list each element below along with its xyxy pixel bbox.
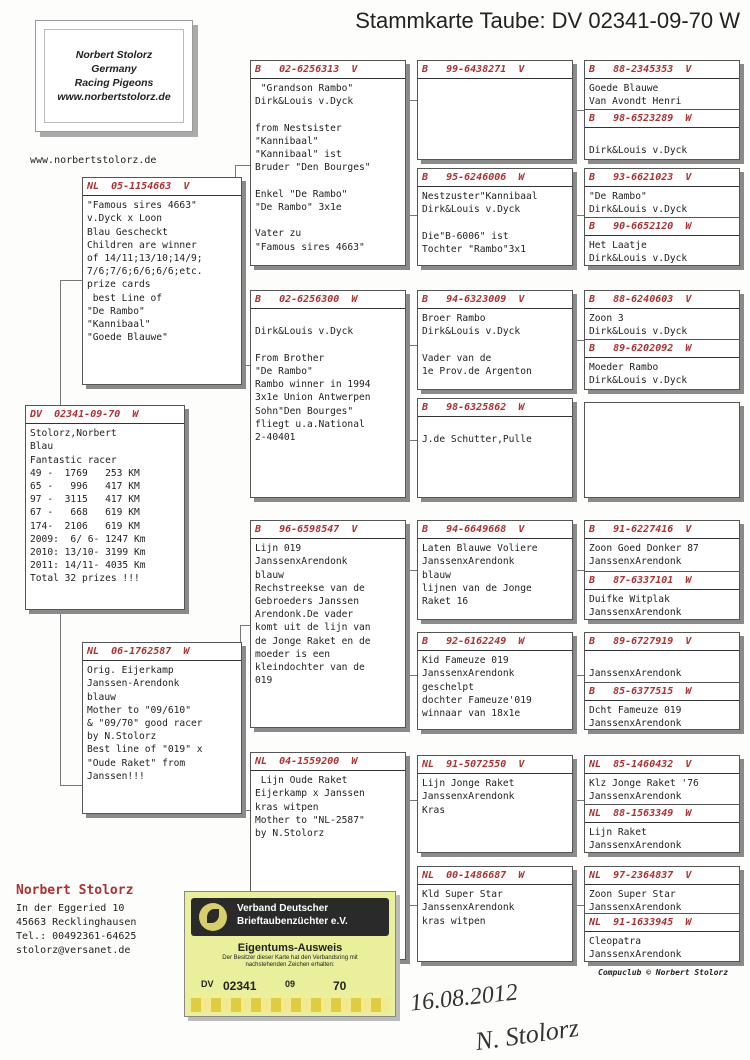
card-text: Dirk&Louis v.Dyck bbox=[589, 145, 688, 157]
card-text: Moeder Rambo Dirk&Louis v.Dyck bbox=[589, 362, 688, 387]
card-text: JanssenxArendonk bbox=[589, 668, 682, 680]
contact-block bbox=[16, 884, 136, 958]
connector-line bbox=[572, 570, 584, 571]
pedigree-card-gen4-pair bbox=[584, 866, 740, 962]
card-text: "De Rambo" Dirk&Louis v.Dyck bbox=[589, 191, 688, 216]
card-text: Lijn Oude Raket Eijerkamp x Janssen kras witpen Mother to "NL-2587" by N.Stolorz bbox=[255, 775, 365, 840]
signature: N. Stolorz bbox=[473, 1012, 581, 1057]
card-text: Laten Blauwe Voliere JanssenxArendonk blauw lijnen van de Jonge Raket 16 bbox=[422, 543, 538, 608]
pedigree-card-dam-sire bbox=[250, 520, 406, 728]
pedigree-card-empty bbox=[584, 402, 740, 498]
connector-line bbox=[572, 110, 584, 111]
connector-line bbox=[60, 610, 61, 785]
card-text: Lijn Raket JanssenxArendonk bbox=[589, 827, 682, 852]
ring-number: DV 02341-09-70 W bbox=[26, 408, 184, 424]
badge-header bbox=[191, 898, 389, 936]
pedigree-card-gen4-pair bbox=[584, 290, 740, 390]
connector-line bbox=[572, 340, 584, 341]
card-text: Orig. Eijerkamp Janssen-Arendonk blauw Mother to "09/610" & "09/70" good racer by N.Stolorz Best line of "019" x "Oude Raket" from Janssen!!! bbox=[87, 665, 203, 782]
pedigree-card-dam bbox=[82, 642, 242, 814]
org-name-line1: Verband Deutscher bbox=[237, 903, 329, 914]
card-text: "Famous sires 4663" v.Dyck x Loon Blau Gescheckt Children are winner of 14/11;13/10;14/9; 7/6;7/6;6/6;6/6;etc. prize cards best Line of "De Rambo" "Kannibaal" "Goede Blauwe" bbox=[87, 200, 203, 344]
card-text: Dirk&Louis v.Dyck From Brother "De Rambo" Rambo winner in 1994 3x1e Union Antwerpen Sohn"Den Bourges" fliegt u.a.National 2-40401 bbox=[255, 326, 371, 444]
logo-url: www.norbertstolorz.de bbox=[57, 91, 171, 103]
pedigree-card-sire-sire bbox=[250, 60, 406, 266]
card-text: Broer Rambo Dirk&Louis v.Dyck Vader van de 1e Prov.de Argenton bbox=[422, 313, 532, 378]
ring-number: NL 91-5072550 V bbox=[418, 758, 572, 774]
card-text: Cleopatra JanssenxArendonk bbox=[589, 936, 682, 961]
copyright-note: Compuclub © Norbert Stolorz bbox=[598, 968, 729, 977]
badge-title: Eigentums-Ausweis bbox=[237, 942, 343, 954]
ring-number: B 94-6649668 V bbox=[418, 523, 572, 539]
connector-line bbox=[240, 625, 250, 626]
ring-number: B 02-6256300 W bbox=[251, 293, 405, 309]
ring-suffix: 70 bbox=[333, 979, 347, 993]
connector-line bbox=[572, 905, 584, 906]
ring-year: 09 bbox=[285, 979, 296, 989]
ring-serial: 02341 bbox=[223, 979, 257, 993]
pedigree-card-gen3 bbox=[417, 290, 573, 390]
card-text: Lijn 019 JanssenxArendonk blauw Rechstreekse van de Gebroeders Janssen Arendonk.De vader komt uit de lijn van de Jonge Raket en de moeder is een kleindochter van de 019 bbox=[255, 543, 371, 687]
card-text: Klz Jonge Raket '76 JanssenxArendonk bbox=[589, 778, 699, 803]
contact-name: Norbert Stolorz bbox=[16, 883, 134, 898]
connector-line bbox=[405, 800, 417, 801]
card-text: Kld Super Star JanssenxArendonk kras witpen bbox=[422, 889, 515, 927]
connector-line bbox=[60, 280, 61, 410]
ring-number: NL 04-1559200 W bbox=[251, 755, 405, 771]
connector-line bbox=[405, 570, 417, 571]
pedigree-card-main bbox=[25, 405, 185, 610]
pedigree-card-gen3 bbox=[417, 60, 573, 160]
ring-number: NL 97-2364837 V bbox=[585, 869, 739, 885]
ring-number: NL 05-1154663 V bbox=[83, 180, 241, 196]
card-text: J.de Schutter,Pulle bbox=[422, 434, 532, 446]
decorative-strip bbox=[191, 998, 389, 1012]
card-text: Zoon Goed Donker 87 JanssenxArendonk bbox=[589, 543, 699, 568]
pedigree-card-gen4-pair bbox=[584, 60, 740, 160]
ring-number: B 02-6256313 V bbox=[251, 63, 405, 79]
connector-line bbox=[405, 100, 417, 101]
card-text: Dcht Fameuze 019 JanssenxArendonk bbox=[589, 705, 682, 730]
card-text: Nestzuster"Kannibaal Dirk&Louis v.Dyck Die"B-6006" ist Tochter "Rambo"3x1 bbox=[422, 191, 538, 256]
pedigree-card-gen3 bbox=[417, 755, 573, 853]
logo-name: Norbert Stolorz bbox=[75, 49, 153, 61]
card-text: Het Laatje Dirk&Louis v.Dyck bbox=[589, 240, 688, 265]
ownership-card bbox=[184, 891, 396, 1017]
page-title: Stammkarte Taube: DV 02341-09-70 W bbox=[355, 8, 740, 33]
connector-line bbox=[405, 345, 417, 346]
card-text: Goede Blauwe Van Avondt Henri bbox=[589, 83, 682, 108]
connector-line bbox=[405, 440, 417, 441]
ring-number: B 89-6727919 V bbox=[585, 635, 739, 651]
ring-number: B 98-6325862 W bbox=[418, 401, 572, 417]
connector-line bbox=[405, 905, 417, 906]
ring-number: B 88-6240603 V bbox=[585, 293, 739, 309]
ring-number: B 85-6377515 W bbox=[585, 685, 739, 701]
pedigree-card-gen4-pair bbox=[584, 755, 740, 853]
pedigree-card-gen3 bbox=[417, 520, 573, 620]
connector-line bbox=[572, 800, 584, 801]
ring-code bbox=[201, 976, 379, 996]
pigeon-emblem-icon bbox=[199, 903, 227, 931]
pedigree-card-gen3 bbox=[417, 632, 573, 730]
handwritten-date: 16.08.2012 bbox=[408, 979, 520, 1017]
ring-number: B 99-6438271 V bbox=[418, 63, 572, 79]
badge-note: Der Besitzer dieser Karte hat den Verbandsring mit nachstehenden Zeichen erhalten: bbox=[222, 955, 358, 968]
connector-line bbox=[405, 215, 417, 216]
pedigree-card-gen3 bbox=[417, 866, 573, 962]
breeder-logo bbox=[35, 20, 193, 132]
ring-number: NL 06-1762587 W bbox=[83, 645, 241, 661]
ring-number: B 90-6652120 W bbox=[585, 220, 739, 236]
card-text: Zoon 3 Dirk&Louis v.Dyck bbox=[589, 313, 688, 338]
ring-number: NL 85-1460432 V bbox=[585, 758, 739, 774]
ring-number: B 96-6598547 V bbox=[251, 523, 405, 539]
card-text: Zoon Super Star JanssenxArendonk bbox=[589, 889, 682, 914]
pedigree-card-sire-dam bbox=[250, 290, 406, 498]
logo-tagline: Racing Pigeons bbox=[74, 77, 154, 89]
card-text: Stolorz,Norbert Blau Fantastic racer 49 - 1769 253 KM 65 - 996 417 KM 97 - 3115 417 KM 67 - 668 619 KM 174- 2106 619 KM 2009: 6/ 6- 1247 Km 2010: 13/10- 3199 Km 2011: 14/11- 4035 Km Total 32 prizes !!! bbox=[30, 428, 146, 585]
pedigree-card-gen3 bbox=[417, 398, 573, 498]
ring-number: NL 00-1486687 W bbox=[418, 869, 572, 885]
ring-number: B 95-6246006 W bbox=[418, 171, 572, 187]
ring-number: B 91-6227416 V bbox=[585, 523, 739, 539]
pedigree-card-gen4-pair bbox=[584, 520, 740, 620]
pedigree-card-gen4-pair bbox=[584, 632, 740, 730]
ring-number: B 98-6523289 W bbox=[585, 112, 739, 128]
connector-line bbox=[235, 165, 250, 166]
connector-line bbox=[572, 215, 584, 216]
contact-street: In der Eggeried 10 bbox=[16, 903, 125, 914]
ring-number: NL 91-1633945 W bbox=[585, 916, 739, 932]
logo-country: Germany bbox=[91, 63, 137, 75]
contact-email[interactable]: stolorz@versanet.de bbox=[16, 945, 131, 956]
ring-number: B 93-6621023 V bbox=[585, 171, 739, 187]
ring-number: B 88-2345353 V bbox=[585, 63, 739, 79]
ring-number: B 94-6323009 V bbox=[418, 293, 572, 309]
pedigree-card-gen3 bbox=[417, 168, 573, 266]
website-link[interactable]: www.norbertstolorz.de bbox=[30, 155, 157, 166]
ring-number: B 87-6337101 W bbox=[585, 574, 739, 590]
card-text: Duifke Witplak JanssenxArendonk bbox=[589, 594, 682, 619]
contact-phone: Tel.: 00492361-64625 bbox=[16, 931, 137, 942]
connector-line bbox=[572, 675, 584, 676]
connector-line bbox=[405, 675, 417, 676]
org-name-line2: Brieftaubenzüchter e.V. bbox=[237, 916, 348, 927]
ring-number: B 92-6162249 W bbox=[418, 635, 572, 651]
card-text: Lijn Jonge Raket JanssenxArendonk Kras bbox=[422, 778, 515, 816]
ring-number: B 89-6202092 W bbox=[585, 342, 739, 358]
pedigree-card-sire bbox=[82, 177, 242, 385]
card-text: "Grandson Rambo" Dirk&Louis v.Dyck from Nestsister "Kannibaal" "Kannibaal" ist Bruder "Den Bourges" Enkel "De Rambo" "De Rambo" 3x1e Vater zu "Famous sires 4663" bbox=[255, 83, 371, 253]
ring-country: DV bbox=[201, 979, 214, 989]
contact-city: 45663 Recklinghausen bbox=[16, 917, 137, 928]
ring-number: NL 88-1563349 W bbox=[585, 807, 739, 823]
card-text: Kid Fameuze 019 JanssenxArendonk geschelpt dochter Fameuze'019 winnaar van 18x1e bbox=[422, 655, 532, 720]
pedigree-card-gen4-pair bbox=[584, 168, 740, 266]
